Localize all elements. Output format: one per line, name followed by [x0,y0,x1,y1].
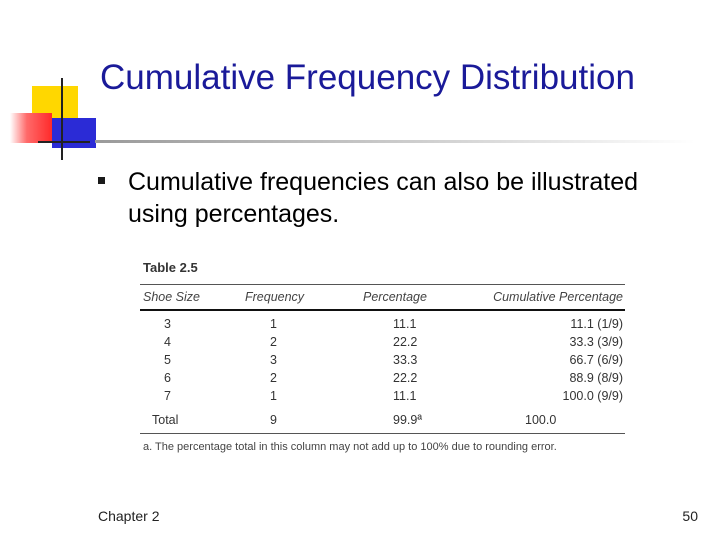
table-bottom-rule [140,433,625,434]
footer-chapter: Chapter 2 [98,508,160,524]
cell-percentage: 33.3 [393,353,418,367]
cell-frequency: 2 [270,335,277,349]
cell-percentage: 22.2 [393,335,418,349]
cell-shoe-size: 4 [164,335,171,349]
table-header-row [140,285,625,309]
cell-shoe-size: 7 [164,389,171,403]
table-row [140,315,625,333]
cell-frequency: 2 [270,371,277,385]
header-percentage: Percentage [363,290,427,304]
decor-blue-square [52,118,96,148]
cell-frequency: 1 [270,317,277,331]
table-row [140,351,625,369]
cell-cumulative-percentage: 33.3 (3/9) [569,335,623,349]
frequency-table [140,260,625,453]
cell-cumulative-percentage: 66.7 (6/9) [569,353,623,367]
cell-cumulative-percentage: 100.0 (9/9) [562,389,623,403]
header-cumulative-percentage: Cumulative Percentage [493,290,623,304]
bullet-square-icon [98,177,105,184]
slide-title: Cumulative Frequency Distribution [100,58,635,97]
total-frequency: 9 [270,413,277,427]
table-row [140,369,625,387]
bullet-text: Cumulative frequencies can also be illustrated using percentages. [128,168,638,228]
cell-cumulative-percentage: 11.1 (1/9) [570,317,623,331]
header-frequency: Frequency [245,290,305,304]
cell-shoe-size: 6 [164,371,171,385]
table-caption: Table 2.5 [143,260,198,275]
decor-horizontal-line [38,141,90,143]
title-underline-rule [95,140,695,143]
cell-percentage: 11.1 [393,389,417,403]
table-row [140,387,625,405]
total-percentage: 99.9ª [393,413,422,427]
decor-red-bar [10,113,52,143]
cell-shoe-size: 3 [164,317,171,331]
cell-percentage: 22.2 [393,371,418,385]
cell-shoe-size: 5 [164,353,171,367]
cell-frequency: 1 [270,389,277,403]
cell-percentage: 11.1 [393,317,417,331]
table-body [140,311,625,405]
cell-frequency: 3 [270,353,277,367]
table-footnote: a. The percentage total in this column may not add up to 100% due to rounding error. [143,441,557,453]
total-cumulative-percentage: 100.0 [525,413,557,427]
page-number: 50 [682,508,698,524]
table-total-row [140,407,625,433]
decor-vertical-line [61,78,63,160]
cell-cumulative-percentage: 88.9 (8/9) [569,371,623,385]
table-row [140,333,625,351]
header-shoe-size: Shoe Size [143,290,200,304]
total-label: Total [152,413,179,427]
